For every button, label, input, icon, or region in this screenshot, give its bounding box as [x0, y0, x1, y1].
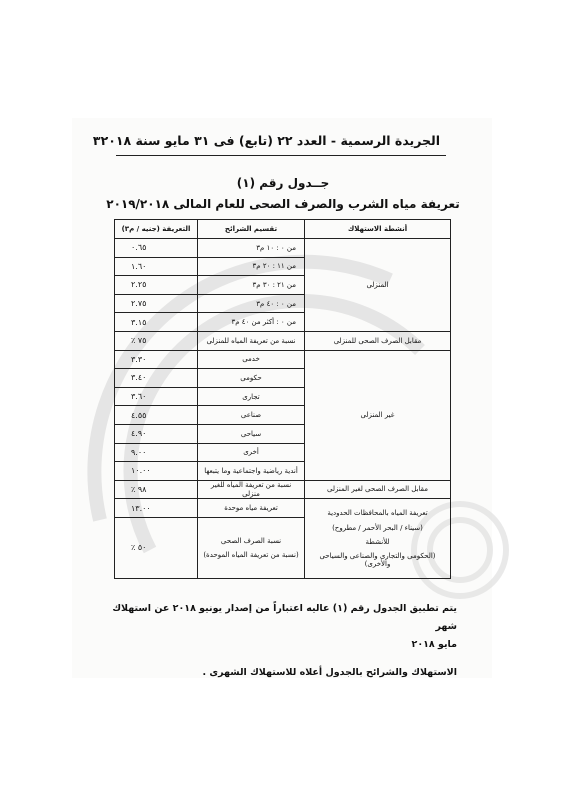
border-label-line: (سيناء / البحر الأحمر / مطروح)	[332, 523, 423, 532]
border-label-line: (الحكومى والتجارى والصناعى والسياحى والأخرى)	[319, 551, 436, 568]
rate-cell: ٣.٦٠	[115, 387, 198, 406]
segment-cell: أندية رياضية واجتماعية وما يتبعها	[198, 462, 305, 481]
rate-cell: ٩٨ ٪	[115, 480, 198, 499]
rate-cell: ١٣.٠٠	[115, 499, 198, 518]
rate-cell: ٢.٢٥	[115, 276, 198, 295]
page-header	[92, 133, 440, 148]
segment-cell: من ١١ : ٢٠ م٣	[198, 257, 305, 276]
note-line: الاستهلاك والشرائح بالجدول أعلاه للاستهلاك الشهرى .	[202, 667, 457, 678]
non-domestic-sewage-label: مقابل الصرف الصحى لغير المنزلى	[305, 480, 451, 499]
note-paragraph	[112, 600, 457, 682]
segment-cell: من ٠ : ١٠ م٣	[198, 239, 305, 258]
journal-issue-line: الجريدة الرسمية - العدد ٢٢ (تابع) فى ٣١ مايو سنة ٢٠١٨	[100, 133, 440, 148]
segment-cell: أخرى	[198, 443, 305, 462]
table-header-row	[115, 220, 451, 239]
page-number: ٣	[92, 133, 101, 148]
segment-line: نسبة الصرف الصحى	[220, 536, 282, 545]
rate-cell: ٣.٤٠	[115, 369, 198, 388]
rate-cell: ٣.٣٠	[115, 350, 198, 369]
rate-cell: ٧٥ ٪	[115, 331, 198, 350]
rate-cell: ٣.١٥	[115, 313, 198, 332]
segment-cell: نسبة من تعريفة المياه للغير منزلى	[198, 480, 305, 499]
rate-cell: ٤.٩٠	[115, 424, 198, 443]
table-row	[115, 350, 451, 369]
segment-line: (نسبة من تعريفة المياه الموحدة)	[203, 550, 299, 559]
segment-cell: من ٠ : ٤٠ م٣	[198, 294, 305, 313]
segment-cell: من ٠ : أكثر من ٤٠ م٣	[198, 313, 305, 332]
note-line: يتم تطبيق الجدول رقم (١) عاليه اعتباراً من إصدار يونيو ٢٠١٨ عن استهلاك شهر	[112, 603, 457, 632]
tariff-table	[114, 219, 451, 579]
table-row	[115, 331, 451, 350]
segment-cell: خدمى	[198, 350, 305, 369]
segment-cell: نسبة من تعريفة المياه للمنزلى	[198, 331, 305, 350]
table-row	[115, 499, 451, 518]
rate-cell: ١٠.٠٠	[115, 462, 198, 481]
rate-cell: ٤.٥٥	[115, 406, 198, 425]
rate-cell: ٠.٦٥	[115, 239, 198, 258]
segment-cell: تجارى	[198, 387, 305, 406]
domestic-label: المنزلى	[305, 239, 451, 332]
table-row	[115, 480, 451, 499]
rate-cell: ٢.٧٥	[115, 294, 198, 313]
domestic-sewage-label: مقابل الصرف الصحى للمنزلى	[305, 331, 451, 350]
rate-cell: ٩.٠٠	[115, 443, 198, 462]
table-label: جــدول رقم (١)	[236, 176, 330, 190]
column-header-tariff: التعريفة (جنيه / م٣)	[115, 220, 198, 239]
table-row	[115, 239, 451, 258]
segment-cell: تعريفة مياه موحدة	[198, 499, 305, 518]
table-title: تعريفة مياه الشرب والصرف الصحى للعام المالى ٢٠١٩/٢٠١٨	[106, 197, 460, 211]
rate-cell: ٥٠ ٪	[115, 517, 198, 578]
border-label-line: تعريفة المياه بالمحافظات الحدودية	[327, 509, 428, 518]
segment-cell	[198, 517, 305, 578]
non-domestic-label: غير المنزلى	[305, 350, 451, 480]
border-governorates-label	[305, 499, 451, 579]
segment-cell: حكومى	[198, 369, 305, 388]
segment-cell: من ٢١ : ٣٠ م٣	[198, 276, 305, 295]
segment-cell: سياحى	[198, 424, 305, 443]
column-header-segments: تقسيم الشرائح	[198, 220, 305, 239]
border-label-line: للأنشطة	[365, 537, 390, 546]
segment-cell: صناعى	[198, 406, 305, 425]
column-header-activity: أنشطة الاستهلاك	[305, 220, 451, 239]
header-divider	[116, 155, 446, 156]
rate-cell: ١.٦٠	[115, 257, 198, 276]
note-line: مايو ٢٠١٨	[411, 639, 457, 650]
